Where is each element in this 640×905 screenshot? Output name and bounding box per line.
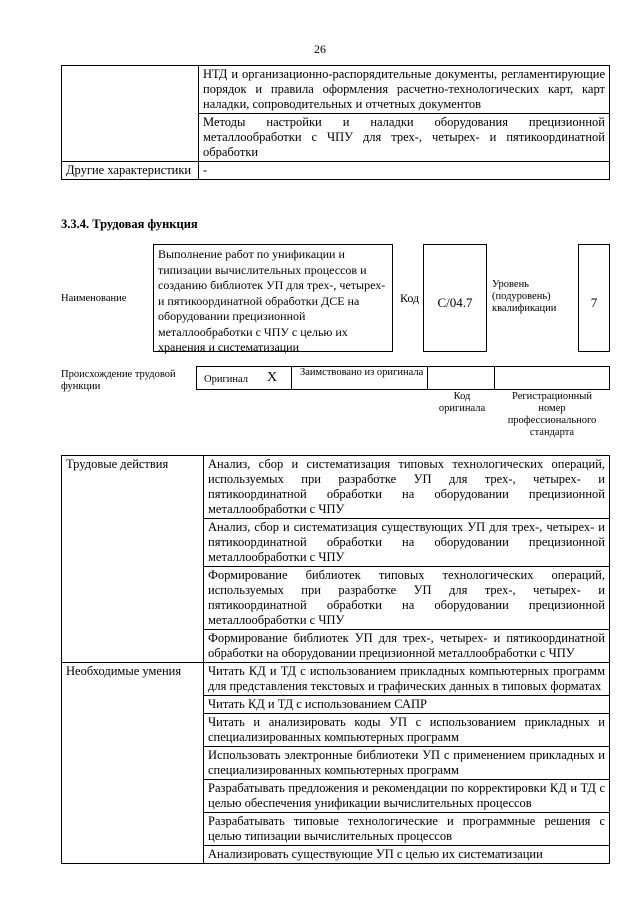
- level-value: 7: [590, 295, 598, 310]
- code-value: С/04.7: [437, 295, 473, 310]
- list-item: Формирование библиотек УП для трех-, четырех- и пятикоординатной обработки на оборудовании прецизионной металлообработки с ЧПУ: [204, 630, 610, 663]
- list-item: НТД и организационно-распорядительные документы, регламентирующие порядок и правила оформления расчетно-технологических карт, карт наладки, сопроводительных и отчетных документов: [199, 66, 610, 114]
- table-row: [62, 162, 610, 180]
- list-item: Читать КД и ТД с использованием САПР: [204, 696, 610, 714]
- table-row: [62, 456, 610, 519]
- row-label: [62, 66, 199, 162]
- list-item: Анализ, сбор и систематизация типовых технологических операций, используемых при разработке УП для трех-, четырех- и пятикоординатной обработки на оборудовании прецизионной металлообработки с ЧПУ: [204, 456, 610, 519]
- function-name: Выполнение работ по унификации и типизации вычислительных процессов и созданию библиотек УП для трех-, четырех- и пятикоординатной обработки ДСЕ на оборудовании прецизионной металлообработки с ЧПУ с целью их хранения и систематизации: [158, 247, 386, 354]
- list-item: Использовать электронные библиотеки УП с применением прикладных и специализированных компьютерных программ: [204, 747, 610, 780]
- table-row: [62, 66, 610, 114]
- list-item: -: [199, 162, 610, 180]
- original-mark: X: [267, 370, 278, 385]
- list-item: Формирование библиотек типовых технологических операций, используемых при разработке УП для трех-, четырех- и пятикоординатной обработки на оборудовании прецизионной металлообработки с ЧПУ: [204, 567, 610, 630]
- level-box: [578, 244, 610, 352]
- list-item: Разрабатывать предложения и рекомендации по корректировки КД и ТД с целью обеспечения унификации вычислительных процессов: [204, 780, 610, 813]
- section-title: 3.3.4. Трудовая функция: [61, 217, 198, 231]
- code-box: [423, 244, 487, 352]
- code-label: Код: [400, 291, 420, 305]
- main-table: [61, 455, 610, 864]
- borrowed-cell: [291, 366, 428, 390]
- top-table: [61, 65, 610, 180]
- list-item: Читать КД и ТД с использованием прикладных компьютерных программ для представления текстовых и графических данных в типовых форматах: [204, 663, 610, 696]
- code-caption: Код оригинала: [438, 391, 486, 414]
- borrowed-label: Заимствовано из оригинала: [300, 367, 424, 378]
- list-item: Разрабатывать типовые технологические и программные решения с целью типизации вычислительных процессов: [204, 813, 610, 846]
- original-cell: [196, 366, 292, 390]
- function-name-box: [153, 244, 393, 352]
- row-label: Необходимые умения: [62, 663, 204, 864]
- list-item: Читать и анализировать коды УП с использованием прикладных и специализированных компьютерных программ: [204, 714, 610, 747]
- level-label: Уровень (подуровень) квалификации: [492, 279, 557, 314]
- row-label: Трудовые действия: [62, 456, 204, 663]
- original-code-cell: [427, 366, 495, 390]
- reg-number-cell: [494, 366, 610, 390]
- reg-caption: Регистрационный номер профессионального стандарта: [507, 391, 597, 438]
- table-row: [62, 663, 610, 696]
- list-item: Анализ, сбор и систематизация существующих УП для трех-, четырех- и пятикоординатной обработки на оборудовании прецизионной металлообработки с ЧПУ: [204, 519, 610, 567]
- list-item: Методы настройки и наладки оборудования прецизионной металлообработки с ЧПУ для трех-, четырех- и пятикоординатной обработки: [199, 114, 610, 162]
- row-label: Другие характеристики: [62, 162, 199, 180]
- name-label: Наименование: [61, 293, 127, 304]
- origin-label: Происхождение трудовой функции: [61, 369, 176, 392]
- list-item: Анализировать существующие УП с целью их систематизации: [204, 846, 610, 864]
- page-number: 26: [314, 42, 326, 56]
- original-label: Оригинал: [204, 374, 248, 385]
